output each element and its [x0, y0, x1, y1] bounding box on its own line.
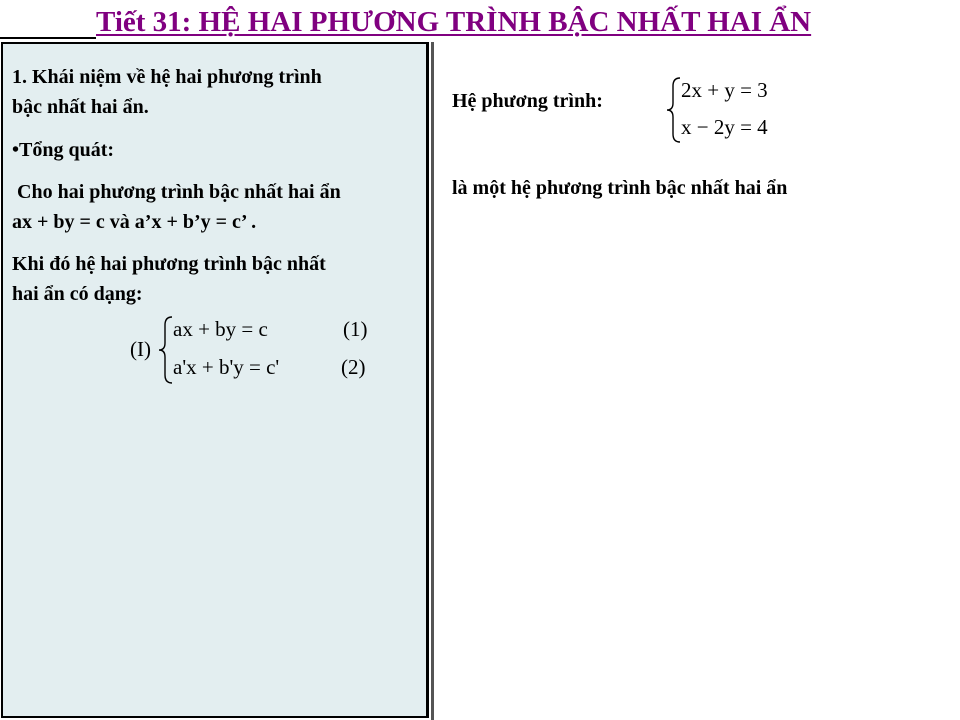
example-eq1: 2x + y = 3	[681, 78, 768, 102]
system-eq2: a'x + b'y = c'	[173, 355, 280, 379]
system-brace-icon	[158, 315, 174, 385]
example-eq2: x − 2y = 4	[681, 115, 768, 139]
section-heading-line2: bậc nhất hai ẩn.	[12, 96, 149, 118]
system-label: (I)	[130, 337, 151, 361]
section-heading-line1: 1. Khái niệm về hệ hai phương trình	[12, 66, 322, 88]
form-line1: Khi đó hệ hai phương trình bậc nhất	[12, 253, 326, 275]
general-label: •Tổng quát:	[12, 139, 115, 161]
form-line2: hai ẩn có dạng:	[12, 283, 143, 305]
example-label: Hệ phương trình:	[452, 90, 603, 112]
system-eq1: ax + by = c	[173, 317, 268, 341]
example-conclusion: là một hệ phương trình bậc nhất hai ẩn	[452, 177, 788, 199]
system-eq2-number: (2)	[341, 355, 366, 379]
panel-shadow	[431, 42, 434, 720]
page-title: Tiết 31: HỆ HAI PHƯƠNG TRÌNH BẬC NHẤT HAI ẨN	[96, 6, 812, 38]
example-brace-icon	[666, 76, 682, 144]
title-rule	[0, 37, 96, 39]
system-eq1-number: (1)	[343, 317, 368, 341]
given-line2: ax + by = c và a’x + b’y = c’ .	[12, 211, 257, 233]
given-line1: Cho hai phương trình bậc nhất hai ẩn	[12, 181, 341, 203]
